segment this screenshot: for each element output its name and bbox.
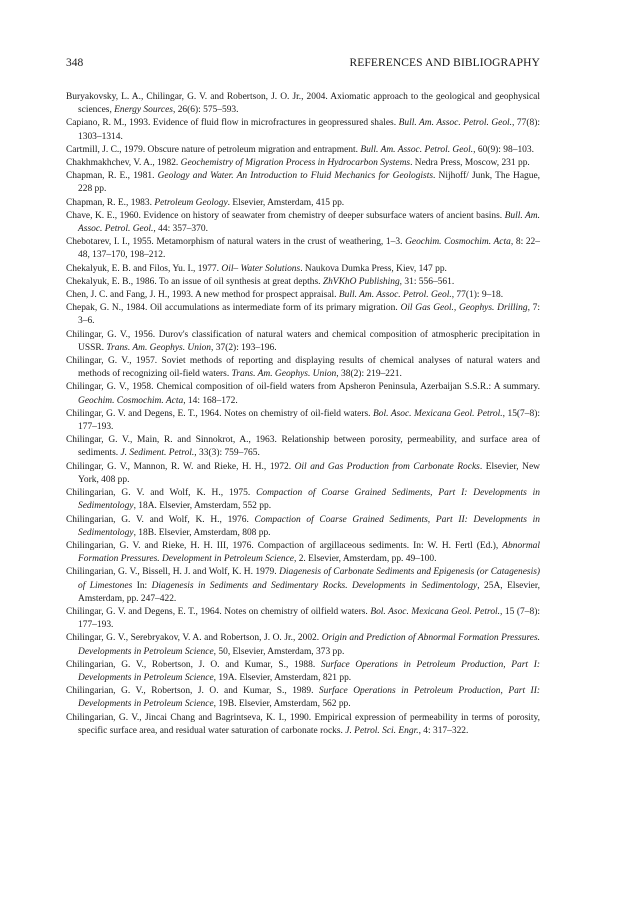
reference-italic-text: Oil and Gas Production from Carbonate Rocks [294, 461, 480, 472]
page-header [66, 57, 540, 71]
reference-entry [66, 540, 540, 566]
reference-italic-text: Diagenesis in Sediments and Sedimentary Rocks. Developments in Sedimentology [151, 580, 478, 591]
reference-entry [66, 289, 540, 302]
reference-text: Chepak, G. N., 1984. Oil accumulations as intermediate form of its primary migration. [66, 303, 401, 314]
reference-text: Chilingar, G. V., Mannon, R. W. and Rieke, H. H., 1972. [66, 461, 295, 472]
reference-italic-text: Energy Sources [114, 105, 173, 116]
reference-text: Chilingarian, G. V., Robertson, J. O. and Kumar, S., 1989. [66, 686, 319, 697]
reference-entry [66, 210, 540, 236]
reference-text: Chen, J. C. and Fang, J. H., 1993. A new method for prospect appraisal. [66, 290, 339, 301]
reference-entry [66, 157, 540, 170]
reference-text: , 7: 3–6. [78, 303, 541, 327]
reference-entry [66, 329, 540, 355]
reference-entry [66, 712, 540, 738]
reference-text: Chilingarian, G. V. and Wolf, K. H., 1976. [66, 514, 255, 525]
reference-text: , 37(2): 193–196. [211, 342, 277, 353]
reference-entry [66, 302, 540, 328]
reference-text: , 19A. Elsevier, Amsterdam, 821 pp. [213, 672, 352, 683]
reference-text: , 2. Elsevier, Amsterdam, pp. 49–100. [293, 554, 437, 565]
reference-italic-text: Compaction of Coarse Grained Sediments, Part I: Developments in Sedimentology [78, 488, 540, 512]
reference-entry [66, 514, 540, 540]
reference-text: Chilingarian, G. V., Bissell, H. J. and Wolf, K. H. 1979. [66, 567, 280, 578]
reference-list [66, 91, 540, 738]
reference-italic-text: Bull. Am. Assoc. Petrol. Geol. [398, 118, 513, 129]
reference-entry [66, 685, 540, 711]
reference-text: , 18B. Elsevier, Amsterdam, 808 pp. [133, 527, 271, 538]
reference-entry [66, 487, 540, 513]
reference-italic-text: Oil– Water Solutions [221, 263, 301, 274]
reference-italic-text: Trans. Am. Geophys. Union [231, 369, 337, 380]
reference-italic-text: Bol. Asoc. Mexicana Geol. Petrol. [373, 408, 503, 419]
reference-text: , 25A, Elsevier, Amsterdam, pp. 247–422. [78, 580, 540, 604]
reference-entry [66, 606, 540, 632]
reference-text: Chilingarian, G. V. and Rieke, H. H. III, 1976. Compaction of argillaceous sediments. In: W. H. Fertl (Ed.), [66, 540, 503, 551]
reference-text: , 44: 357–370. [153, 224, 208, 235]
reference-italic-text: Bull. Am. Assoc. Petrol. Geol. [338, 290, 452, 301]
reference-text: Chilingar, G. V., Main, R. and Sinnokrot, A., 1963. Relationship between porosity, permeability, and surface area of sediments. [66, 435, 540, 459]
reference-text: Capiano, R. M., 1993. Evidence of fluid flow in microfractures in geopressured shales. [66, 118, 399, 129]
reference-italic-text: Geochim. Cosmochim. Acta [405, 237, 511, 248]
reference-entry [66, 659, 540, 685]
reference-entry [66, 434, 540, 460]
reference-text: , 33(3): 759–765. [194, 448, 260, 459]
reference-italic-text: Bol. Asoc. Mexicana Geol. Petrol. [370, 606, 501, 617]
reference-italic-text: Oil Gas Geol., Geophys. Drilling [400, 303, 528, 314]
reference-text: , 8: 22–48, 137–170, 198–212. [78, 237, 540, 261]
reference-text: Chilingar, G. V., 1958. Chemical composition of oil-field waters from Apsheron Peninsula, Azerbaijan S.S.R.: A summary. [66, 382, 540, 393]
reference-text: Chilingarian, G. V., Robertson, J. O. and Kumar, S., 1988. [66, 659, 321, 670]
reference-text: Chilingar, G. V. and Degens, E. T., 1964. Notes on chemistry of oilfield waters. [66, 606, 371, 617]
reference-italic-text: J. Petrol. Sci. Engr. [345, 725, 419, 736]
reference-text: Chebotarev, I. I., 1955. Metamorphism of natural waters in the crust of weathering, 1–3. [66, 237, 406, 248]
reference-text: , 4: 317–322. [418, 725, 469, 736]
reference-text: In: [132, 580, 152, 591]
reference-text: Chekalyuk, E. B. and Filos, Yu. I., 1977. [66, 263, 222, 274]
reference-text: , 38(2): 219–221. [336, 369, 402, 380]
reference-text: , 19B. Elsevier, Amsterdam, 562 pp. [213, 699, 351, 710]
reference-entry [66, 144, 540, 157]
reference-entry [66, 91, 540, 117]
reference-text: , 60(9): 98–103. [473, 144, 534, 155]
reference-text: , 14: 168–172. [183, 395, 238, 406]
reference-italic-text: Geochim. Cosmochim. Acta [78, 395, 184, 406]
reference-entry [66, 355, 540, 381]
reference-entry [66, 632, 540, 658]
page-number: 348 [66, 57, 84, 69]
reference-entry [66, 461, 540, 487]
reference-italic-text: Diagenesis of Carbonate Sediments and Epigenesis (or Catagenesis) of Limestones [78, 567, 541, 591]
reference-text: , 77(8): 1303–1314. [78, 118, 540, 142]
reference-text: Chakhmakhchev, V. A., 1982. [66, 158, 181, 169]
reference-text: Chilingar, G. V., 1957. Soviet methods of reporting and displaying results of chemical analyses of natural waters and methods of recognizing oil-field waters. [66, 356, 540, 380]
reference-text: , 77(1): 9–18. [451, 290, 504, 301]
reference-italic-text: ZhVKhO Publishing [322, 276, 400, 287]
reference-italic-text: Surface Operations in Petroleum Production, Part I: Developments in Petroleum Science [78, 659, 540, 683]
reference-text: Cartmill, J. C., 1979. Obscure nature of petroleum migration and entrapment. [66, 144, 361, 155]
reference-text: Buryakovsky, L. A., Chilingar, G. V. and Robertson, J. O. Jr., 2004. Axiomatic approach to the geological and geophysical sciences, [66, 92, 540, 116]
reference-entry [66, 263, 540, 276]
reference-text: Chilingar, G. V., 1956. Durov's classification of natural waters and chemical composition of atmospheric precipitation in USSR. [66, 329, 540, 353]
reference-italic-text: Geology and Water. An Introduction to Fluid Mechanics for Geologists [157, 171, 434, 182]
reference-text: , 18A. Elsevier, Amsterdam, 552 pp. [133, 501, 272, 512]
reference-text: Chekalyuk, E. B., 1986. To an issue of oil synthesis at great depths. [66, 276, 323, 287]
reference-italic-text: Geochemistry of Migration Process in Hydrocarbon Systems [180, 158, 411, 169]
reference-italic-text: Bull. Am. Assoc. Petrol. Geol. [360, 144, 474, 155]
reference-text: . Elsevier, Amsterdam, 415 pp. [227, 197, 345, 208]
reference-entry [66, 566, 540, 606]
reference-italic-text: Origin and Prediction of Abnormal Formation Pressures. Developments in Petroleum Science [78, 633, 540, 657]
reference-text: , 15(7–8): 177–193. [78, 408, 540, 433]
reference-text: Chilingarian, G. V. and Wolf, K. H., 1975. [66, 488, 257, 499]
reference-text: . Naukova Dumka Press, Kiev, 147 pp. [300, 263, 447, 274]
reference-text: . Nedra Press, Moscow, 231 pp. [410, 158, 530, 169]
reference-italic-text: Trans. Am. Geophys. Union [106, 342, 212, 353]
reference-italic-text: Compaction of Coarse Grained Sediments, Part II: Developments in Sedimentology [78, 514, 540, 538]
reference-text: , 26(6): 575–593. [172, 105, 239, 116]
reference-entry [66, 170, 540, 196]
reference-entry [66, 117, 540, 143]
reference-text: Chave, K. E., 1960. Evidence on history of seawater from chemistry of deeper subsurface waters of ancient basins. [66, 210, 505, 221]
reference-italic-text: Petroleum Geology [154, 197, 228, 208]
reference-text: Chilingar, G. V. and Degens, E. T., 1964. Notes on chemistry of oil-field waters. [66, 408, 374, 419]
reference-text: , 31: 556–561. [399, 276, 455, 287]
running-head: REFERENCES AND BIBLIOGRAPHY [349, 57, 540, 69]
reference-italic-text: Abnormal Formation Pressures. Development in Petroleum Science [78, 540, 540, 565]
reference-entry [66, 408, 540, 434]
reference-entry [66, 381, 540, 407]
reference-text: Chapman, R. E., 1983. [66, 197, 155, 208]
reference-entry [66, 276, 540, 289]
reference-text: Chapman, R. E., 1981. [66, 171, 158, 182]
reference-text: Chilingarian, G. V., Jincai Chang and Bagrintseva, K. I., 1990. Empirical expression of permeability in terms of porosity, specific surface area, and residual water saturation of carbonate rocks. [66, 712, 540, 736]
reference-italic-text: Bull. Am. Assoc. Petrol. Geol. [78, 210, 540, 235]
reference-text: . Elsevier, New York, 408 pp. [78, 461, 540, 485]
reference-text: , 15 (7–8): 177–193. [78, 606, 540, 631]
reference-italic-text: J. Sediment. Petrol. [120, 448, 195, 459]
reference-text: Chilingar, G. V., Serebryakov, V. A. and Robertson, J. O. Jr., 2002. [66, 633, 322, 644]
reference-text: , 50, Elsevier, Amsterdam, 373 pp. [213, 646, 345, 657]
reference-entry [66, 236, 540, 262]
reference-italic-text: Surface Operations in Petroleum Production, Part II: Developments in Petroleum Science [78, 686, 540, 710]
reference-text: . Nijhoff/ Junk, The Hague, 228 pp. [78, 171, 540, 195]
reference-entry [66, 197, 540, 210]
